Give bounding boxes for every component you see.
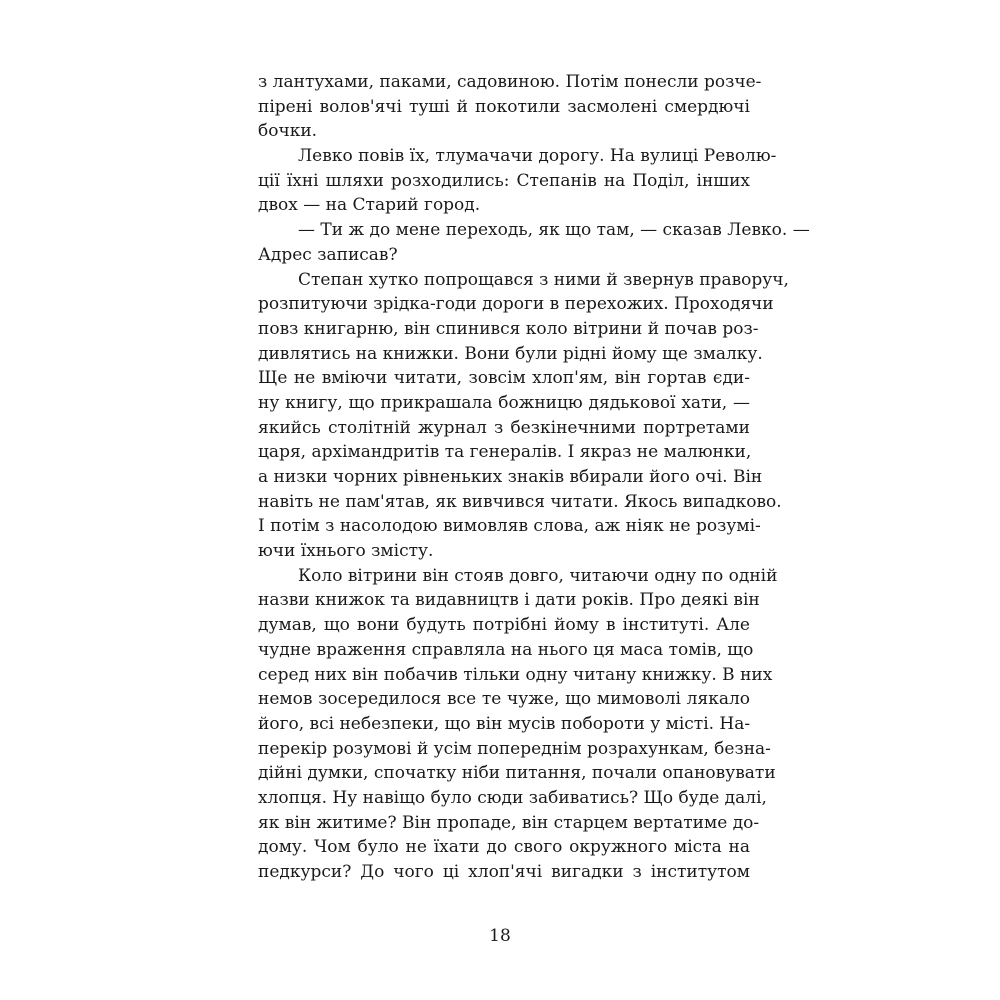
text-line: І потім з насолодою вимовляв слова, аж ніяк не розумі- xyxy=(258,516,761,537)
text-line: перекір розумові й усім попереднім розрахункам, безна- xyxy=(258,738,771,759)
text-line: навіть не пам'ятав, як вивчився читати. Якось випадково. xyxy=(258,491,782,512)
page-number: 18 xyxy=(489,926,511,946)
text-line: царя, архімандритів та генералів. І якраз не малюнки, xyxy=(258,442,752,463)
text-line: з лантухами, паками, садовиною. Потім понесли розче- xyxy=(258,72,762,92)
book-page-text xyxy=(258,70,810,885)
text-line: бочки. xyxy=(258,121,318,142)
text-line: думав, що вони будуть потрібні йому в інституті. Але xyxy=(258,615,750,636)
text-line: повз книгарню, він спинився коло вітрини й почав роз- xyxy=(258,318,759,339)
text-line: ючи їхнього змісту. xyxy=(258,541,434,562)
text-line: Левко повів їх, тлумачачи дорогу. На вулиці Револю- xyxy=(298,146,777,167)
text-line: двох — на Старий город. xyxy=(258,195,481,216)
text-line: Адрес записав? xyxy=(258,244,398,265)
text-line: чудне враження справляла на нього ця маса томів, що xyxy=(258,639,754,660)
text-line: хлопця. Ну навіщо було сюди забиватись? Що буде далі, xyxy=(258,787,767,808)
text-line: як він житиме? Він пропаде, він старцем вертатиме до- xyxy=(258,812,760,833)
text-line: ції їхні шляхи розходились: Степанів на Поділ, інших xyxy=(258,170,750,191)
text-line: розпитуючи зрідка-годи дороги в перехожих. Проходячи xyxy=(258,294,774,315)
text-line: немов зосередилося все те чуже, що мимоволі лякало xyxy=(258,689,750,710)
text-line: педкурси? До чого ці хлоп'ячі вигадки з інститутом xyxy=(258,862,750,882)
text-line: — Ти ж до мене переходь, як що там, — сказав Левко. — xyxy=(298,220,810,241)
text-line: Степан хутко попрощався з ними й звернув праворуч, xyxy=(298,269,789,290)
text-line: пірені волов'ячі туші й покотили засмолені смердючі xyxy=(258,96,750,117)
text-line: Ще не вміючи читати, зовсім хлоп'ям, він гортав єди- xyxy=(258,368,750,389)
text-line: ну книгу, що прикрашала божницю дядькової хати, — xyxy=(258,392,750,413)
text-line: дому. Чом було не їхати до свого окружного міста на xyxy=(258,837,750,858)
text-line: його, всі небезпеки, що він мусів побороти у місті. На- xyxy=(258,713,751,734)
text-line: а низки чорних рівненьких знаків вбирали його очі. Він xyxy=(258,467,763,487)
text-line: дійні думки, спочатку ніби питання, почали опановувати xyxy=(258,763,776,784)
text-line: серед них він побачив тільки одну читану книжку. В них xyxy=(258,664,773,685)
text-line: дивлятись на книжки. Вони були рідні йому ще змалку. xyxy=(258,343,763,364)
text-line: якийсь столітній журнал з безкінечними портретами xyxy=(258,417,750,438)
text-line: Коло вітрини він стояв довго, читаючи одну по одній xyxy=(298,565,778,586)
text-line: назви книжок та видавництв і дати років. Про деякі він xyxy=(258,590,760,611)
